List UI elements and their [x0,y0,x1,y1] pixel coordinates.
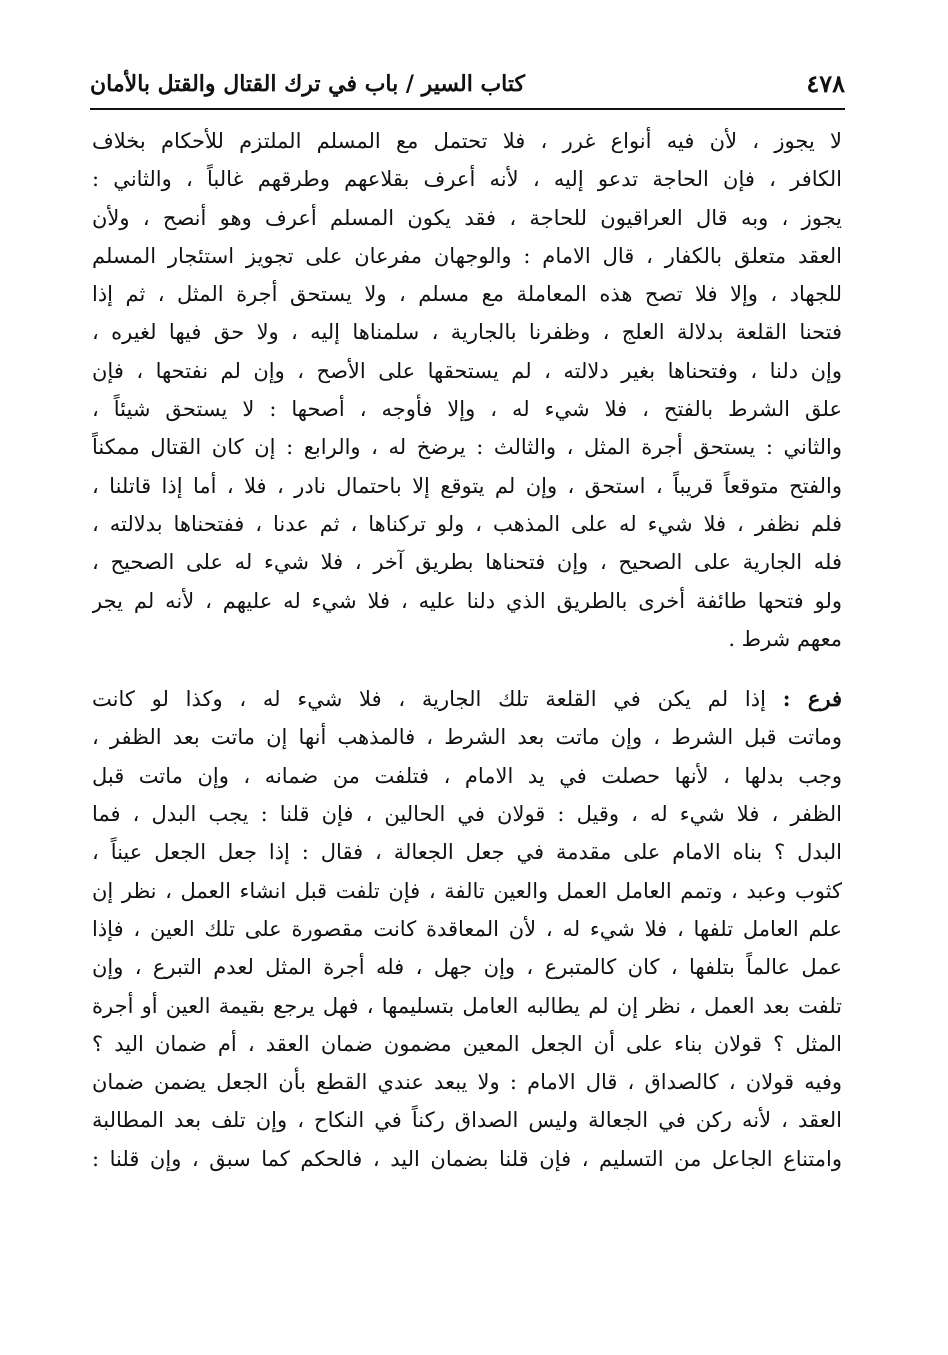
text-line: ولو فتحها طائفة أخرى بالطريق الذي دلنا عليه ، فلا شيء له عليهم ، لأنه لم يجر [92,588,842,613]
text-line: والثاني : يستحق أجرة المثل ، والثالث : يرضخ له ، والرابع : إن كان القتال ممكناً [92,435,842,460]
text-line: فلم نظفر ، فلا شيء له على المذهب ، ولو تركناها ، ثم عدنا ، ففتحناها بدلالته ، [92,511,842,536]
text-line: للجهاد ، وإلا فلا تصح هذه المعاملة مع مسلم ، ولا يستحق أجرة المثل ، ثم إذا [92,282,842,307]
paragraph-1 [92,122,842,658]
text-line: وجب بدلها ، لأنها حصلت في يد الامام ، فتلفت من ضمانه ، وإن ماتت قبل [92,763,842,788]
page-header [90,68,845,100]
text-run: إذا لم يكن في القلعة تلك الجارية ، فلا شيء له ، وكذا لو كانت [92,687,766,712]
page-number: ٤٧٨ [806,69,845,98]
text-line: تلفت بعد العمل ، نظر إن لم يطالبه العامل بتسليمها ، فهل يرجع بقيمة العين أو أجرة [92,993,842,1018]
text-line: وامتناع الجاعل من التسليم ، فإن قلنا بضمان اليد ، فالحكم كما سبق ، وإن قلنا : [92,1146,842,1171]
text-line: العقد متعلق بالكفار ، قال الامام : والوجهان مفرعان على تجويز استئجار المسلم [92,243,842,268]
text-line: وفيه قولان ، كالصداق ، قال الامام : ولا يبعد عندي القطع بأن الجعل يضمن ضمان [92,1070,842,1095]
text-line: عمل عالماً بتلفها ، كان كالمتبرع ، وإن جهل ، فله أجرة المثل لعدم التبرع ، وإن [92,955,842,980]
text-line: العقد ، لأنه ركن في الجعالة وليس الصداق ركناً في النكاح ، وإن تلف بعد المطالبة [92,1108,842,1133]
text-line: فتحنا القلعة بدلالة العلج ، وظفرنا بالجارية ، سلمناها إليه ، ولا حق فيها لغيره ، [92,320,842,345]
text-line: فله الجارية على الصحيح ، وإن فتحناها بطريق آخر ، فلا شيء له على الصحيح ، [92,550,842,575]
text-line: وماتت قبل الشرط ، وإن ماتت بعد الشرط ، فالمذهب أنها إن ماتت بعد الظفر ، [92,725,842,750]
text-line: علق الشرط بالفتح ، فلا شيء له ، وإلا فأوجه ، أصحها : لا يستحق شيئاً ، [92,397,842,422]
section-label: فرع : [782,686,842,712]
text-line: يجوز ، وبه قال العراقيون للحاجة ، فقد يكون المسلم أعرف وهو أنصح ، ولأن [92,205,842,230]
text-line: المثل ؟ قولان بناء على أن الجعل المعين مضمون ضمان العقد ، أم ضمان اليد ؟ [92,1031,842,1056]
text-line-first [92,680,842,718]
paragraph-2 [92,680,842,1178]
text-line: معهم شرط . [728,626,842,651]
text-line: علم العامل تلفها ، فلا شيء له ، لأن المعاقدة كانت مقصورة على تلك العين ، فإذا [92,916,842,941]
body-text [92,122,842,1178]
text-line: لا يجوز ، لأن فيه أنواع غرر ، فلا تحتمل مع المسلم الملتزم للأحكام بخلاف [92,129,842,153]
text-line: الكافر ، فإن الحاجة تدعو إليه ، لأنه أعرف بقلاعهم وطرقهم غالباً ، والثاني : [92,167,842,192]
running-title: كتاب السير / باب في ترك القتال والقتل بالأمان [90,71,525,97]
text-line: كثوب وعبد ، وتمم العامل العمل والعين تالفة ، فإن تلفت قبل انشاء العمل ، نظر إن [92,878,842,903]
text-line: وإن دلنا ، وفتحناها بغير دلالته ، لم يستحقها على الأصح ، وإن لم نفتحها ، فإن [92,358,842,383]
paragraph-gap [92,658,842,680]
text-line: والفتح متوقعاً قريباً ، استحق ، وإن لم يتوقع إلا باحتمال نادر ، فلا ، أما إذا قاتلنا ، [92,473,842,498]
header-rule [90,108,845,110]
text-line: الظفر ، فلا شيء له ، وقيل : قولان في الحالين ، فإن قلنا : يجب البدل ، فما [92,802,842,827]
text-line: البدل ؟ بناه الامام على مقدمة في جعل الجعالة ، فقال : إذا جعل الجعل عيناً ، [92,840,842,865]
